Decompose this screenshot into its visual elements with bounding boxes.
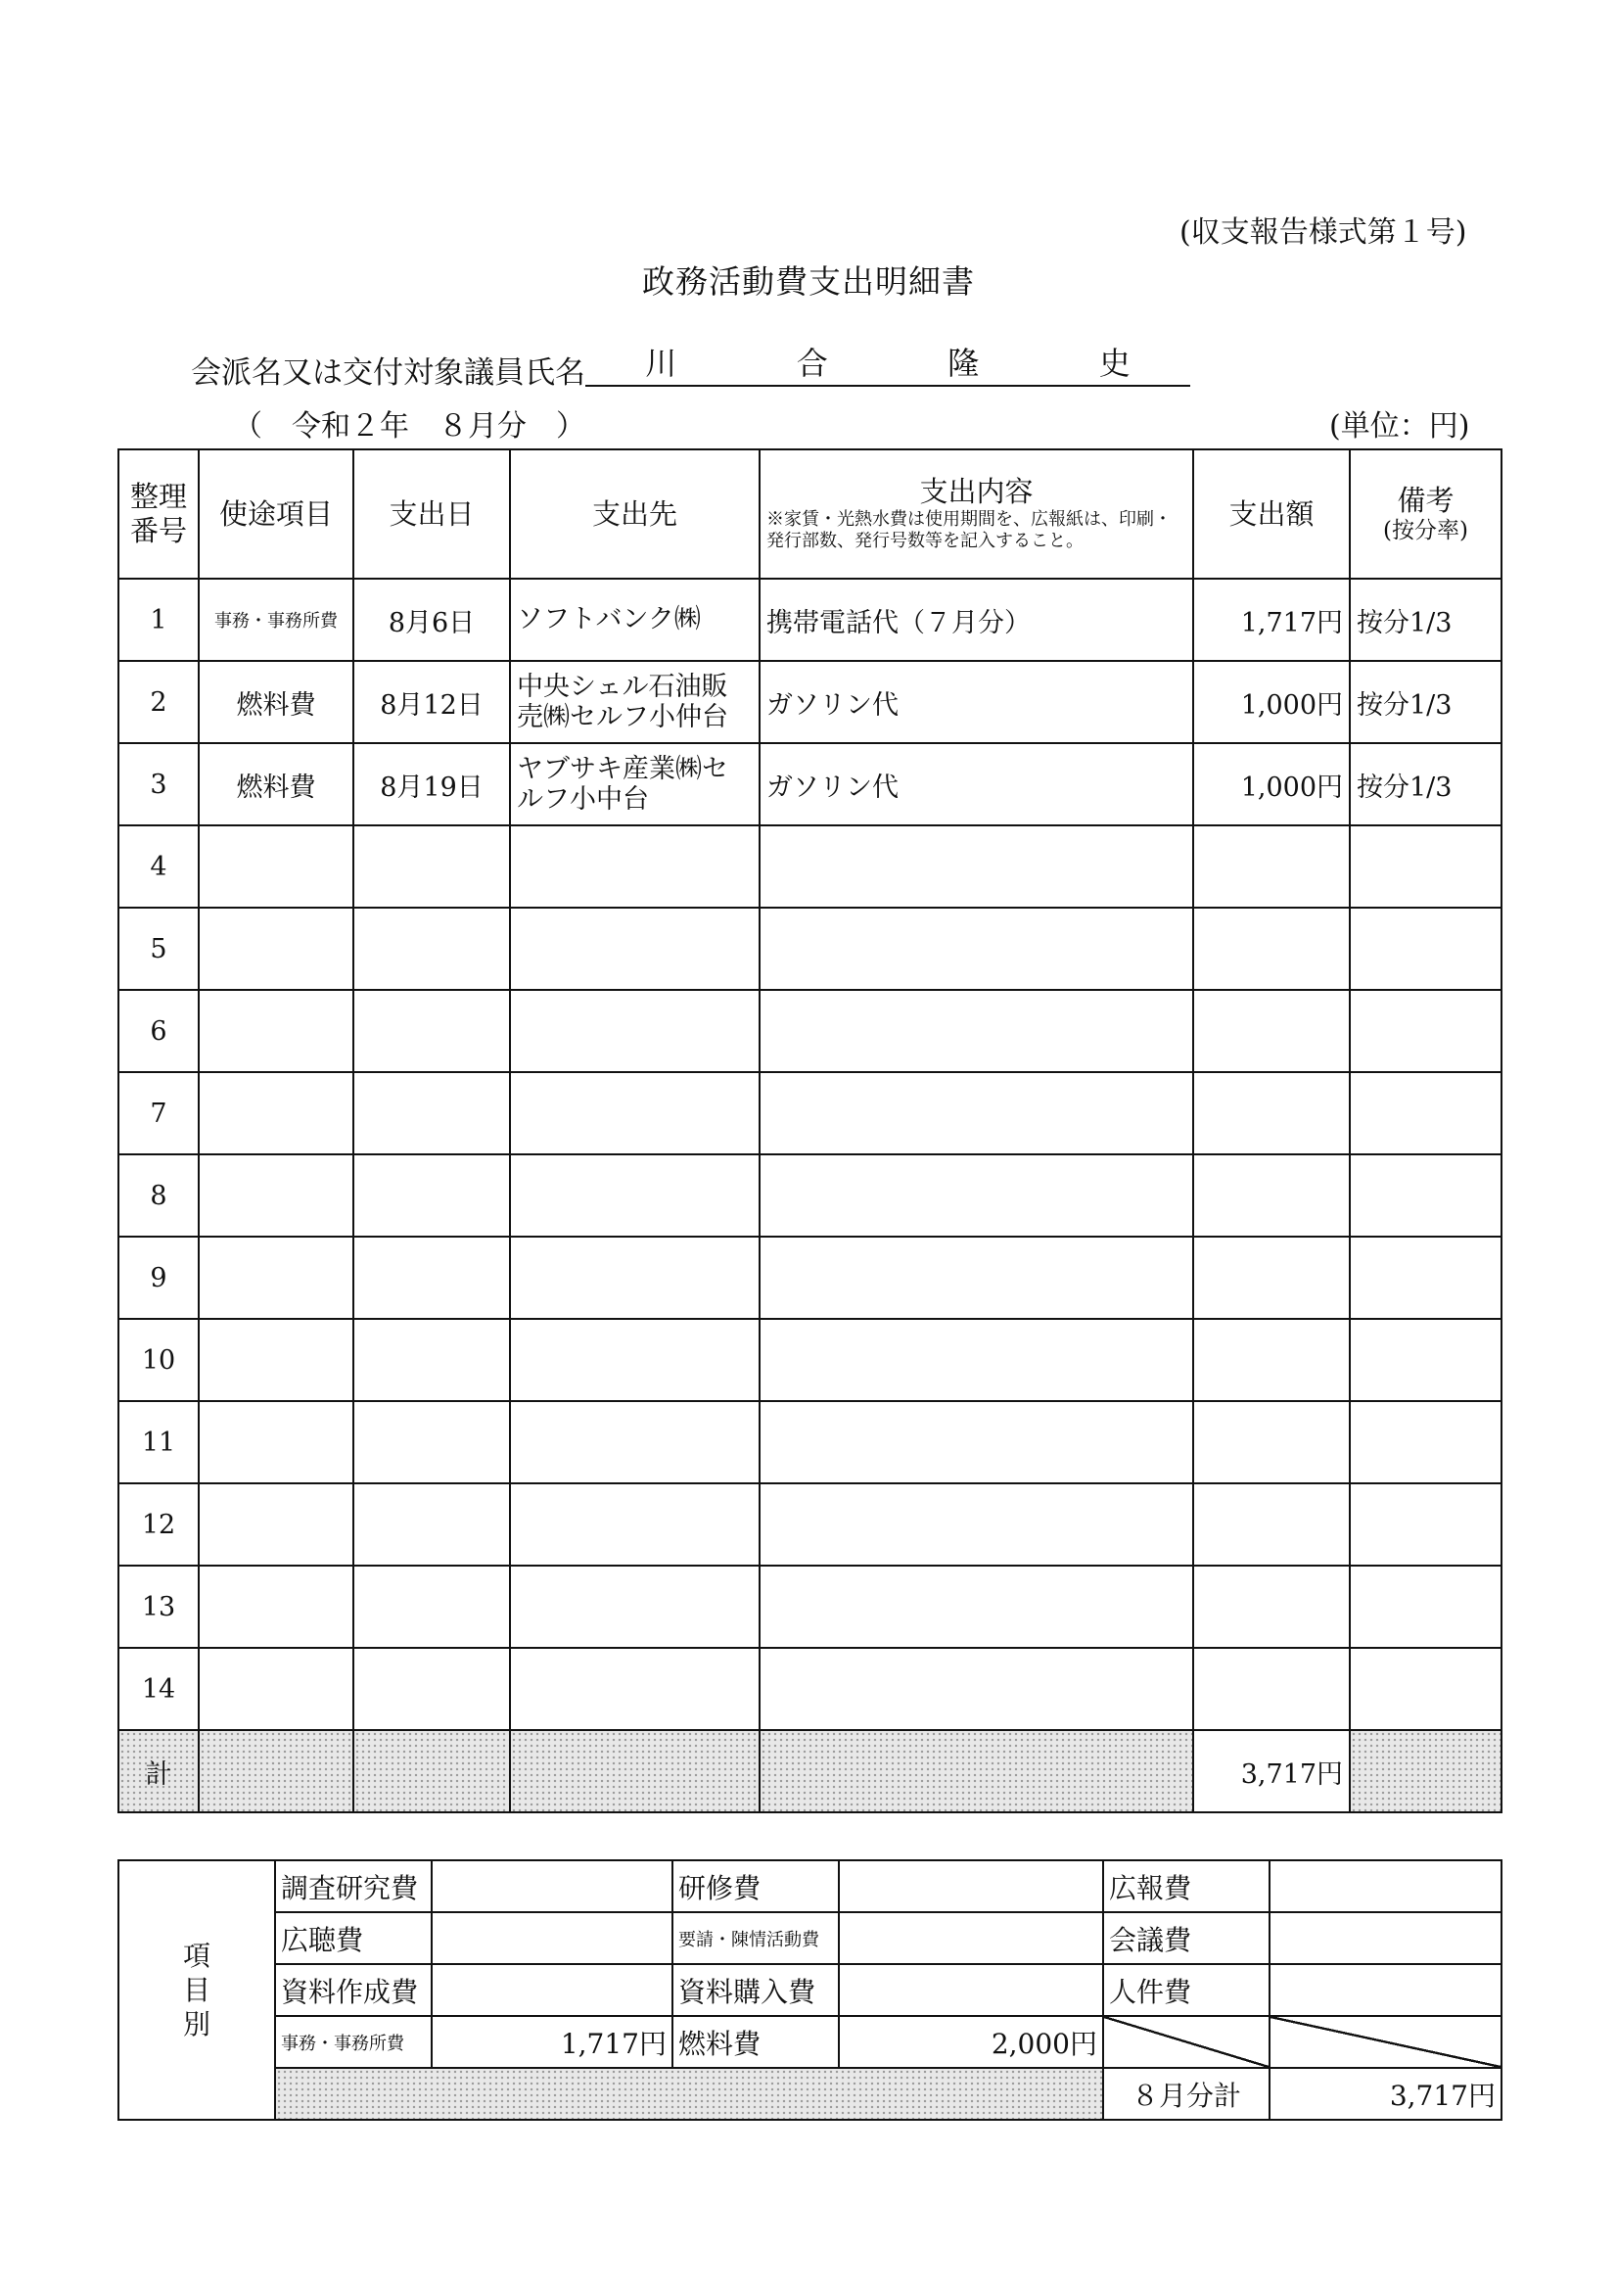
row-payee bbox=[510, 1319, 760, 1401]
row-amount bbox=[1193, 990, 1350, 1072]
row-remarks bbox=[1350, 1483, 1502, 1566]
table-row bbox=[118, 661, 1502, 743]
table-row bbox=[118, 1483, 1502, 1566]
summary-meeting-value bbox=[1270, 1912, 1502, 1964]
member-name-char: 隆 bbox=[947, 345, 980, 382]
member-name-char: 合 bbox=[796, 345, 828, 382]
summary-materials-making-value bbox=[432, 1964, 672, 2016]
total-label: 計 bbox=[118, 1730, 199, 1812]
row-no: 10 bbox=[118, 1319, 199, 1401]
summary-month-total-label: ８月分計 bbox=[1103, 2068, 1270, 2120]
row-no: 12 bbox=[118, 1483, 199, 1566]
header-amount: 支出額 bbox=[1193, 449, 1350, 579]
row-amount bbox=[1193, 825, 1350, 908]
row-payee bbox=[510, 1072, 760, 1154]
row-payee bbox=[510, 908, 760, 990]
summary-pr-value bbox=[1270, 1860, 1502, 1912]
member-name-char: 史 bbox=[1098, 345, 1131, 382]
header-date: 支出日 bbox=[353, 449, 510, 579]
row-no: 11 bbox=[118, 1401, 199, 1483]
summary-diagonal-cell bbox=[1103, 2016, 1270, 2068]
row-content: ガソリン代 bbox=[760, 661, 1193, 743]
row-date: 8月19日 bbox=[353, 743, 510, 825]
row-payee: 中央シェル石油販売㈱セルフ小仲台 bbox=[510, 661, 760, 743]
table-row bbox=[118, 1154, 1502, 1237]
row-content bbox=[760, 1401, 1193, 1483]
table-body bbox=[118, 579, 1502, 1730]
row-remarks bbox=[1350, 908, 1502, 990]
row-payee: ヤブサキ産業㈱セルフ小中台 bbox=[510, 743, 760, 825]
row-category: 事務・事務所費 bbox=[199, 579, 353, 661]
table-row bbox=[118, 990, 1502, 1072]
total-blank bbox=[760, 1730, 1193, 1812]
row-content bbox=[760, 1154, 1193, 1237]
row-category bbox=[199, 990, 353, 1072]
total-blank bbox=[510, 1730, 760, 1812]
row-category bbox=[199, 1154, 353, 1237]
row-content bbox=[760, 1648, 1193, 1730]
table-row bbox=[118, 825, 1502, 908]
row-category bbox=[199, 1319, 353, 1401]
header-payee: 支出先 bbox=[510, 449, 760, 579]
summary-personnel-label: 人件費 bbox=[1103, 1964, 1270, 2016]
expenditure-table bbox=[117, 448, 1502, 1813]
summary-row bbox=[118, 2016, 1502, 2068]
row-content bbox=[760, 825, 1193, 908]
row-no: 6 bbox=[118, 990, 199, 1072]
summary-diagonal-cell bbox=[1270, 2016, 1502, 2068]
row-remarks bbox=[1350, 825, 1502, 908]
row-no: 5 bbox=[118, 908, 199, 990]
table-row bbox=[118, 579, 1502, 661]
row-no: 2 bbox=[118, 661, 199, 743]
row-category: 燃料費 bbox=[199, 661, 353, 743]
row-no: 8 bbox=[118, 1154, 199, 1237]
header-remarks-sub: (按分率) bbox=[1383, 517, 1468, 543]
summary-hatched-blank bbox=[275, 2068, 1103, 2120]
row-remarks bbox=[1350, 1072, 1502, 1154]
row-amount bbox=[1193, 1648, 1350, 1730]
row-payee bbox=[510, 990, 760, 1072]
summary-fuel-label: 燃料費 bbox=[672, 2016, 839, 2068]
table-row bbox=[118, 1237, 1502, 1319]
summary-materials-making-label: 資料作成費 bbox=[275, 1964, 432, 2016]
row-amount bbox=[1193, 1154, 1350, 1237]
table-row bbox=[118, 1566, 1502, 1648]
row-payee bbox=[510, 1483, 760, 1566]
summary-side-label-text: 項目別 bbox=[182, 1940, 210, 2040]
total-blank bbox=[1350, 1730, 1502, 1812]
table-header-row bbox=[118, 449, 1502, 579]
row-date bbox=[353, 990, 510, 1072]
row-remarks bbox=[1350, 1319, 1502, 1401]
row-date: 8月12日 bbox=[353, 661, 510, 743]
summary-office-label: 事務・事務所費 bbox=[275, 2016, 432, 2068]
document-title: 政務活動費支出明細書 bbox=[642, 262, 975, 301]
header-category: 使途項目 bbox=[199, 449, 353, 579]
header-remarks bbox=[1350, 449, 1502, 579]
row-no: 14 bbox=[118, 1648, 199, 1730]
header-no: 整理番号 bbox=[118, 449, 199, 579]
row-date bbox=[353, 1648, 510, 1730]
row-payee bbox=[510, 1401, 760, 1483]
row-payee bbox=[510, 1648, 760, 1730]
form-number: (収支報告様式第１号) bbox=[1179, 215, 1467, 250]
row-date bbox=[353, 1319, 510, 1401]
header-content bbox=[760, 449, 1193, 579]
summary-research-label: 調査研究費 bbox=[275, 1860, 432, 1912]
row-date bbox=[353, 1154, 510, 1237]
member-name bbox=[585, 338, 1190, 387]
row-category bbox=[199, 825, 353, 908]
unit-label: (単位：円) bbox=[1329, 409, 1470, 444]
row-date bbox=[353, 1566, 510, 1648]
row-category bbox=[199, 1401, 353, 1483]
row-payee: ソフトバンク㈱ bbox=[510, 579, 760, 661]
row-remarks bbox=[1350, 990, 1502, 1072]
summary-hearing-value bbox=[432, 1912, 672, 1964]
row-category bbox=[199, 1648, 353, 1730]
row-date bbox=[353, 1072, 510, 1154]
row-amount: 1,000円 bbox=[1193, 743, 1350, 825]
row-payee bbox=[510, 825, 760, 908]
row-category bbox=[199, 908, 353, 990]
row-no: 13 bbox=[118, 1566, 199, 1648]
row-remarks bbox=[1350, 1648, 1502, 1730]
row-amount bbox=[1193, 1319, 1350, 1401]
row-payee bbox=[510, 1154, 760, 1237]
summary-petition-value bbox=[839, 1912, 1103, 1964]
row-amount bbox=[1193, 1072, 1350, 1154]
summary-row bbox=[118, 1912, 1502, 1964]
total-blank bbox=[353, 1730, 510, 1812]
table-row bbox=[118, 1401, 1502, 1483]
row-content bbox=[760, 1483, 1193, 1566]
row-payee bbox=[510, 1566, 760, 1648]
row-no: 1 bbox=[118, 579, 199, 661]
row-remarks bbox=[1350, 1566, 1502, 1648]
row-content: ガソリン代 bbox=[760, 743, 1193, 825]
row-amount bbox=[1193, 1237, 1350, 1319]
summary-meeting-label: 会議費 bbox=[1103, 1912, 1270, 1964]
row-amount bbox=[1193, 1401, 1350, 1483]
row-amount: 1,717円 bbox=[1193, 579, 1350, 661]
row-date: 8月6日 bbox=[353, 579, 510, 661]
row-content bbox=[760, 908, 1193, 990]
table-row bbox=[118, 1072, 1502, 1154]
summary-training-value bbox=[839, 1860, 1103, 1912]
row-no: 4 bbox=[118, 825, 199, 908]
summary-training-label: 研修費 bbox=[672, 1860, 839, 1912]
total-amount: 3,717円 bbox=[1193, 1730, 1350, 1812]
header-remarks-title: 備考 bbox=[1397, 483, 1455, 517]
row-amount: 1,000円 bbox=[1193, 661, 1350, 743]
row-content bbox=[760, 1072, 1193, 1154]
table-row bbox=[118, 908, 1502, 990]
summary-side-label bbox=[118, 1860, 275, 2120]
row-date bbox=[353, 908, 510, 990]
row-content bbox=[760, 990, 1193, 1072]
row-amount bbox=[1193, 1483, 1350, 1566]
row-remarks: 按分1/3 bbox=[1350, 579, 1502, 661]
row-date bbox=[353, 825, 510, 908]
row-date bbox=[353, 1237, 510, 1319]
row-remarks bbox=[1350, 1237, 1502, 1319]
total-row bbox=[118, 1730, 1502, 1812]
row-no: 3 bbox=[118, 743, 199, 825]
row-content bbox=[760, 1566, 1193, 1648]
row-remarks: 按分1/3 bbox=[1350, 661, 1502, 743]
summary-materials-purchase-label: 資料購入費 bbox=[672, 1964, 839, 2016]
total-blank bbox=[199, 1730, 353, 1812]
report-period: （ 令和２年 ８月分 ） bbox=[233, 409, 585, 444]
table-row bbox=[118, 1319, 1502, 1401]
summary-row bbox=[118, 1964, 1502, 2016]
row-content: 携帯電話代（７月分） bbox=[760, 579, 1193, 661]
row-remarks bbox=[1350, 1154, 1502, 1237]
row-category bbox=[199, 1566, 353, 1648]
row-date bbox=[353, 1401, 510, 1483]
summary-row bbox=[118, 1860, 1502, 1912]
row-no: 7 bbox=[118, 1072, 199, 1154]
summary-month-total-value: 3,717円 bbox=[1270, 2068, 1502, 2120]
summary-table bbox=[117, 1859, 1502, 2121]
summary-office-value: 1,717円 bbox=[432, 2016, 672, 2068]
table-row bbox=[118, 1648, 1502, 1730]
row-category bbox=[199, 1237, 353, 1319]
row-date bbox=[353, 1483, 510, 1566]
summary-hearing-label: 広聴費 bbox=[275, 1912, 432, 1964]
summary-personnel-value bbox=[1270, 1964, 1502, 2016]
row-remarks bbox=[1350, 1401, 1502, 1483]
summary-research-value bbox=[432, 1860, 672, 1912]
row-content bbox=[760, 1319, 1193, 1401]
row-category: 燃料費 bbox=[199, 743, 353, 825]
summary-fuel-value: 2,000円 bbox=[839, 2016, 1103, 2068]
summary-materials-purchase-value bbox=[839, 1964, 1103, 2016]
row-amount bbox=[1193, 1566, 1350, 1648]
row-payee bbox=[510, 1237, 760, 1319]
member-label: 会派名又は交付対象議員氏名 bbox=[191, 355, 585, 391]
row-category bbox=[199, 1072, 353, 1154]
header-content-note: ※家賃・光熱水費は使用期間を、広報紙は、印刷・発行部数、発行号数等を記入すること。 bbox=[766, 508, 1172, 552]
row-category bbox=[199, 1483, 353, 1566]
summary-petition-label: 要請・陳情活動費 bbox=[672, 1912, 839, 1964]
row-remarks: 按分1/3 bbox=[1350, 743, 1502, 825]
summary-row bbox=[118, 2068, 1502, 2120]
header-content-title: 支出内容 bbox=[919, 475, 1034, 509]
row-no: 9 bbox=[118, 1237, 199, 1319]
member-name-char: 川 bbox=[645, 345, 677, 382]
table-row bbox=[118, 743, 1502, 825]
row-amount bbox=[1193, 908, 1350, 990]
row-content bbox=[760, 1237, 1193, 1319]
summary-pr-label: 広報費 bbox=[1103, 1860, 1270, 1912]
